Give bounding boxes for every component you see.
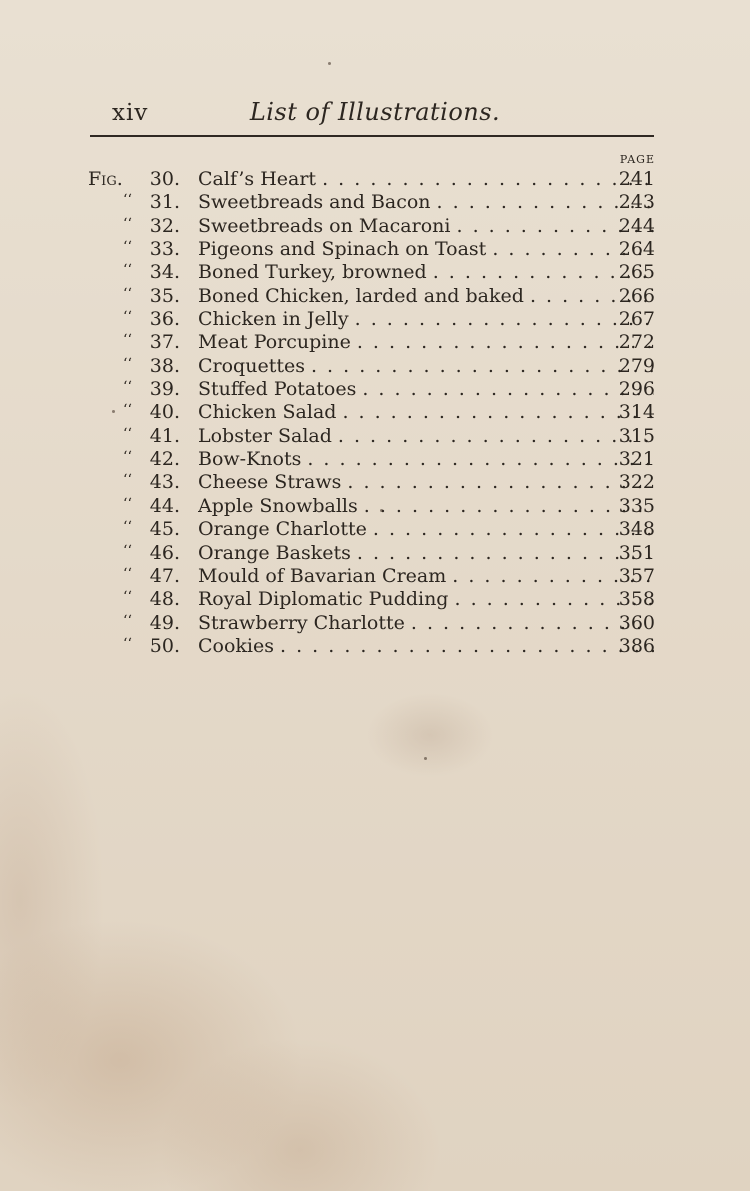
figure-number: 45. [149, 518, 180, 541]
entry-title-line [198, 518, 654, 541]
figure-number: 32. [149, 214, 180, 237]
dot-leader [338, 425, 654, 448]
entry-title-line [198, 425, 654, 448]
ditto-mark: ‘‘ [123, 495, 132, 512]
ditto-mark: ‘‘ [123, 332, 132, 349]
header-rule [90, 135, 654, 137]
list-item [0, 471, 750, 494]
ditto-mark: ‘‘ [123, 425, 132, 442]
dot-leader [373, 518, 654, 541]
page-reference: 348 [618, 518, 655, 541]
ditto-mark: ‘‘ [123, 635, 132, 652]
page-reference: 272 [618, 331, 655, 354]
list-item [0, 425, 750, 448]
entry-title-line [198, 588, 654, 611]
dot-leader [347, 471, 654, 494]
list-item [0, 238, 750, 261]
paper-fleck [424, 757, 427, 760]
ditto-mark: ‘‘ [123, 379, 132, 396]
dot-leader [311, 355, 654, 378]
list-item [0, 261, 750, 284]
entry-title-line [198, 565, 654, 588]
entry-title-line [198, 495, 654, 518]
list-item [0, 401, 750, 424]
illustration-list [0, 168, 750, 658]
illustration-title: Calf’s Heart [198, 168, 317, 190]
illustration-title: Mould of Bavarian Cream [198, 564, 447, 587]
illustration-title: Stuffed Potatoes [198, 378, 357, 401]
figure-number: 35. [149, 284, 180, 307]
figure-number: 41. [149, 424, 180, 447]
entry-title-line [198, 331, 654, 354]
figure-number: 50. [149, 634, 180, 657]
figure-number: 49. [149, 611, 180, 634]
dot-leader [362, 378, 654, 401]
page-reference: 279 [618, 354, 655, 377]
illustration-title: Pigeons and Spinach on Toast [198, 238, 487, 261]
dot-leader [342, 401, 654, 424]
illustration-title: Meat Porcupine [198, 331, 351, 354]
figure-number: 30. [149, 168, 180, 190]
ditto-mark: ‘‘ [123, 355, 132, 372]
ditto-mark: ‘‘ [123, 472, 132, 489]
ditto-mark: ‘‘ [123, 285, 132, 302]
list-item [0, 565, 750, 588]
illustration-title: Croquettes [198, 354, 305, 377]
figure-number: 44. [149, 494, 180, 517]
dot-leader [280, 635, 654, 658]
figure-number: 36. [149, 308, 180, 331]
page-reference: 244 [618, 214, 655, 237]
page-reference: 265 [618, 261, 655, 284]
ditto-mark: ‘‘ [123, 215, 132, 232]
entry-title-line [198, 401, 654, 424]
illustration-title: Boned Turkey, browned [198, 261, 427, 284]
paper-fleck [328, 62, 331, 65]
illustration-title: Cheese Straws [198, 471, 342, 494]
page-reference: 264 [618, 238, 655, 261]
paper-fleck [112, 410, 115, 413]
page-header [0, 98, 750, 132]
ditto-mark: ‘‘ [123, 565, 132, 582]
ditto-mark: ‘‘ [123, 542, 132, 559]
ditto-mark: ‘‘ [123, 449, 132, 466]
list-item [0, 308, 750, 331]
illustration-title: Apple Snowballs [198, 494, 358, 517]
figure-number: 33. [149, 238, 180, 261]
dot-leader [322, 168, 654, 191]
page-reference: 314 [618, 401, 655, 424]
figure-number: 37. [149, 331, 180, 354]
illustration-title: Royal Diplomatic Pudding [198, 588, 449, 611]
list-item [0, 542, 750, 565]
list-item [0, 215, 750, 238]
list-item [0, 168, 750, 191]
entry-title-line [198, 635, 654, 658]
list-item [0, 331, 750, 354]
figure-prefix: Fig. [88, 168, 123, 190]
figure-number: 31. [149, 191, 180, 214]
dot-leader [307, 448, 654, 471]
entry-title-line [198, 308, 654, 331]
page-reference: 358 [618, 588, 655, 611]
illustration-title: Strawberry Charlotte [198, 611, 405, 634]
ditto-mark: ‘‘ [123, 402, 132, 419]
page-reference: 315 [618, 424, 655, 447]
list-item [0, 518, 750, 541]
figure-number: 48. [149, 588, 180, 611]
entry-title-line [198, 448, 654, 471]
ditto-mark: ‘‘ [123, 612, 132, 629]
figure-number: 38. [149, 354, 180, 377]
page-number: xiv [112, 100, 149, 126]
illustration-title: Boned Chicken, larded and baked [198, 284, 524, 307]
figure-number: 39. [149, 378, 180, 401]
page-reference: 351 [618, 541, 655, 564]
dot-leader [364, 495, 654, 518]
page-reference: 321 [618, 448, 655, 471]
list-item [0, 355, 750, 378]
illustration-title: Chicken in Jelly [198, 308, 349, 331]
illustration-title: Chicken Salad [198, 401, 337, 424]
entry-title-line [198, 542, 654, 565]
page-reference: 322 [618, 471, 655, 494]
figure-number: 46. [149, 541, 180, 564]
illustration-title: Bow-Knots [198, 448, 302, 471]
page-reference: 243 [618, 191, 655, 214]
running-title: List of Illustrations. [249, 98, 501, 126]
page-reference: 267 [618, 308, 655, 331]
illustration-title: Orange Charlotte [198, 518, 367, 541]
entry-title-line [198, 471, 654, 494]
dot-leader [357, 331, 654, 354]
page-reference: 335 [618, 494, 655, 517]
list-item [0, 612, 750, 635]
page-reference: 266 [618, 284, 655, 307]
entry-title-line [198, 612, 654, 635]
ditto-mark: ‘‘ [123, 239, 132, 256]
list-item [0, 635, 750, 658]
ditto-mark: ‘‘ [123, 309, 132, 326]
dot-leader [357, 542, 654, 565]
entry-title-line [198, 261, 654, 284]
dot-leader [411, 612, 654, 635]
figure-number: 34. [149, 261, 180, 284]
entry-title-line [198, 191, 654, 214]
entry-title-line [198, 238, 654, 261]
illustration-title: Sweetbreads on Macaroni [198, 214, 451, 237]
entry-title-line [198, 285, 654, 308]
paper-fleck [380, 509, 383, 512]
page-reference: 386 [618, 634, 655, 657]
entry-title-line [198, 378, 654, 401]
list-item [0, 378, 750, 401]
illustration-title: Lobster Salad [198, 424, 332, 447]
page-reference: 241 [618, 168, 655, 190]
ditto-mark: ‘‘ [123, 192, 132, 209]
illustration-title: Cookies [198, 634, 274, 657]
page-reference: 296 [618, 378, 655, 401]
figure-number: 47. [149, 564, 180, 587]
figure-number: 42. [149, 448, 180, 471]
ditto-mark: ‘‘ [123, 519, 132, 536]
ditto-mark: ‘‘ [123, 589, 132, 606]
list-item [0, 448, 750, 471]
entry-title-line [198, 355, 654, 378]
list-item [0, 191, 750, 214]
entry-title-line [198, 215, 654, 238]
figure-number: 40. [149, 401, 180, 424]
list-item [0, 495, 750, 518]
page-reference: 360 [618, 611, 655, 634]
ditto-mark: ‘‘ [123, 262, 132, 279]
list-item [0, 588, 750, 611]
page-reference: 357 [618, 564, 655, 587]
list-item [0, 285, 750, 308]
figure-number: 43. [149, 471, 180, 494]
entry-title-line [198, 168, 654, 191]
illustration-title: Sweetbreads and Bacon [198, 191, 431, 214]
dot-leader [355, 308, 654, 331]
illustration-title: Orange Baskets [198, 541, 351, 564]
page-column-label: PAGE [619, 153, 655, 166]
